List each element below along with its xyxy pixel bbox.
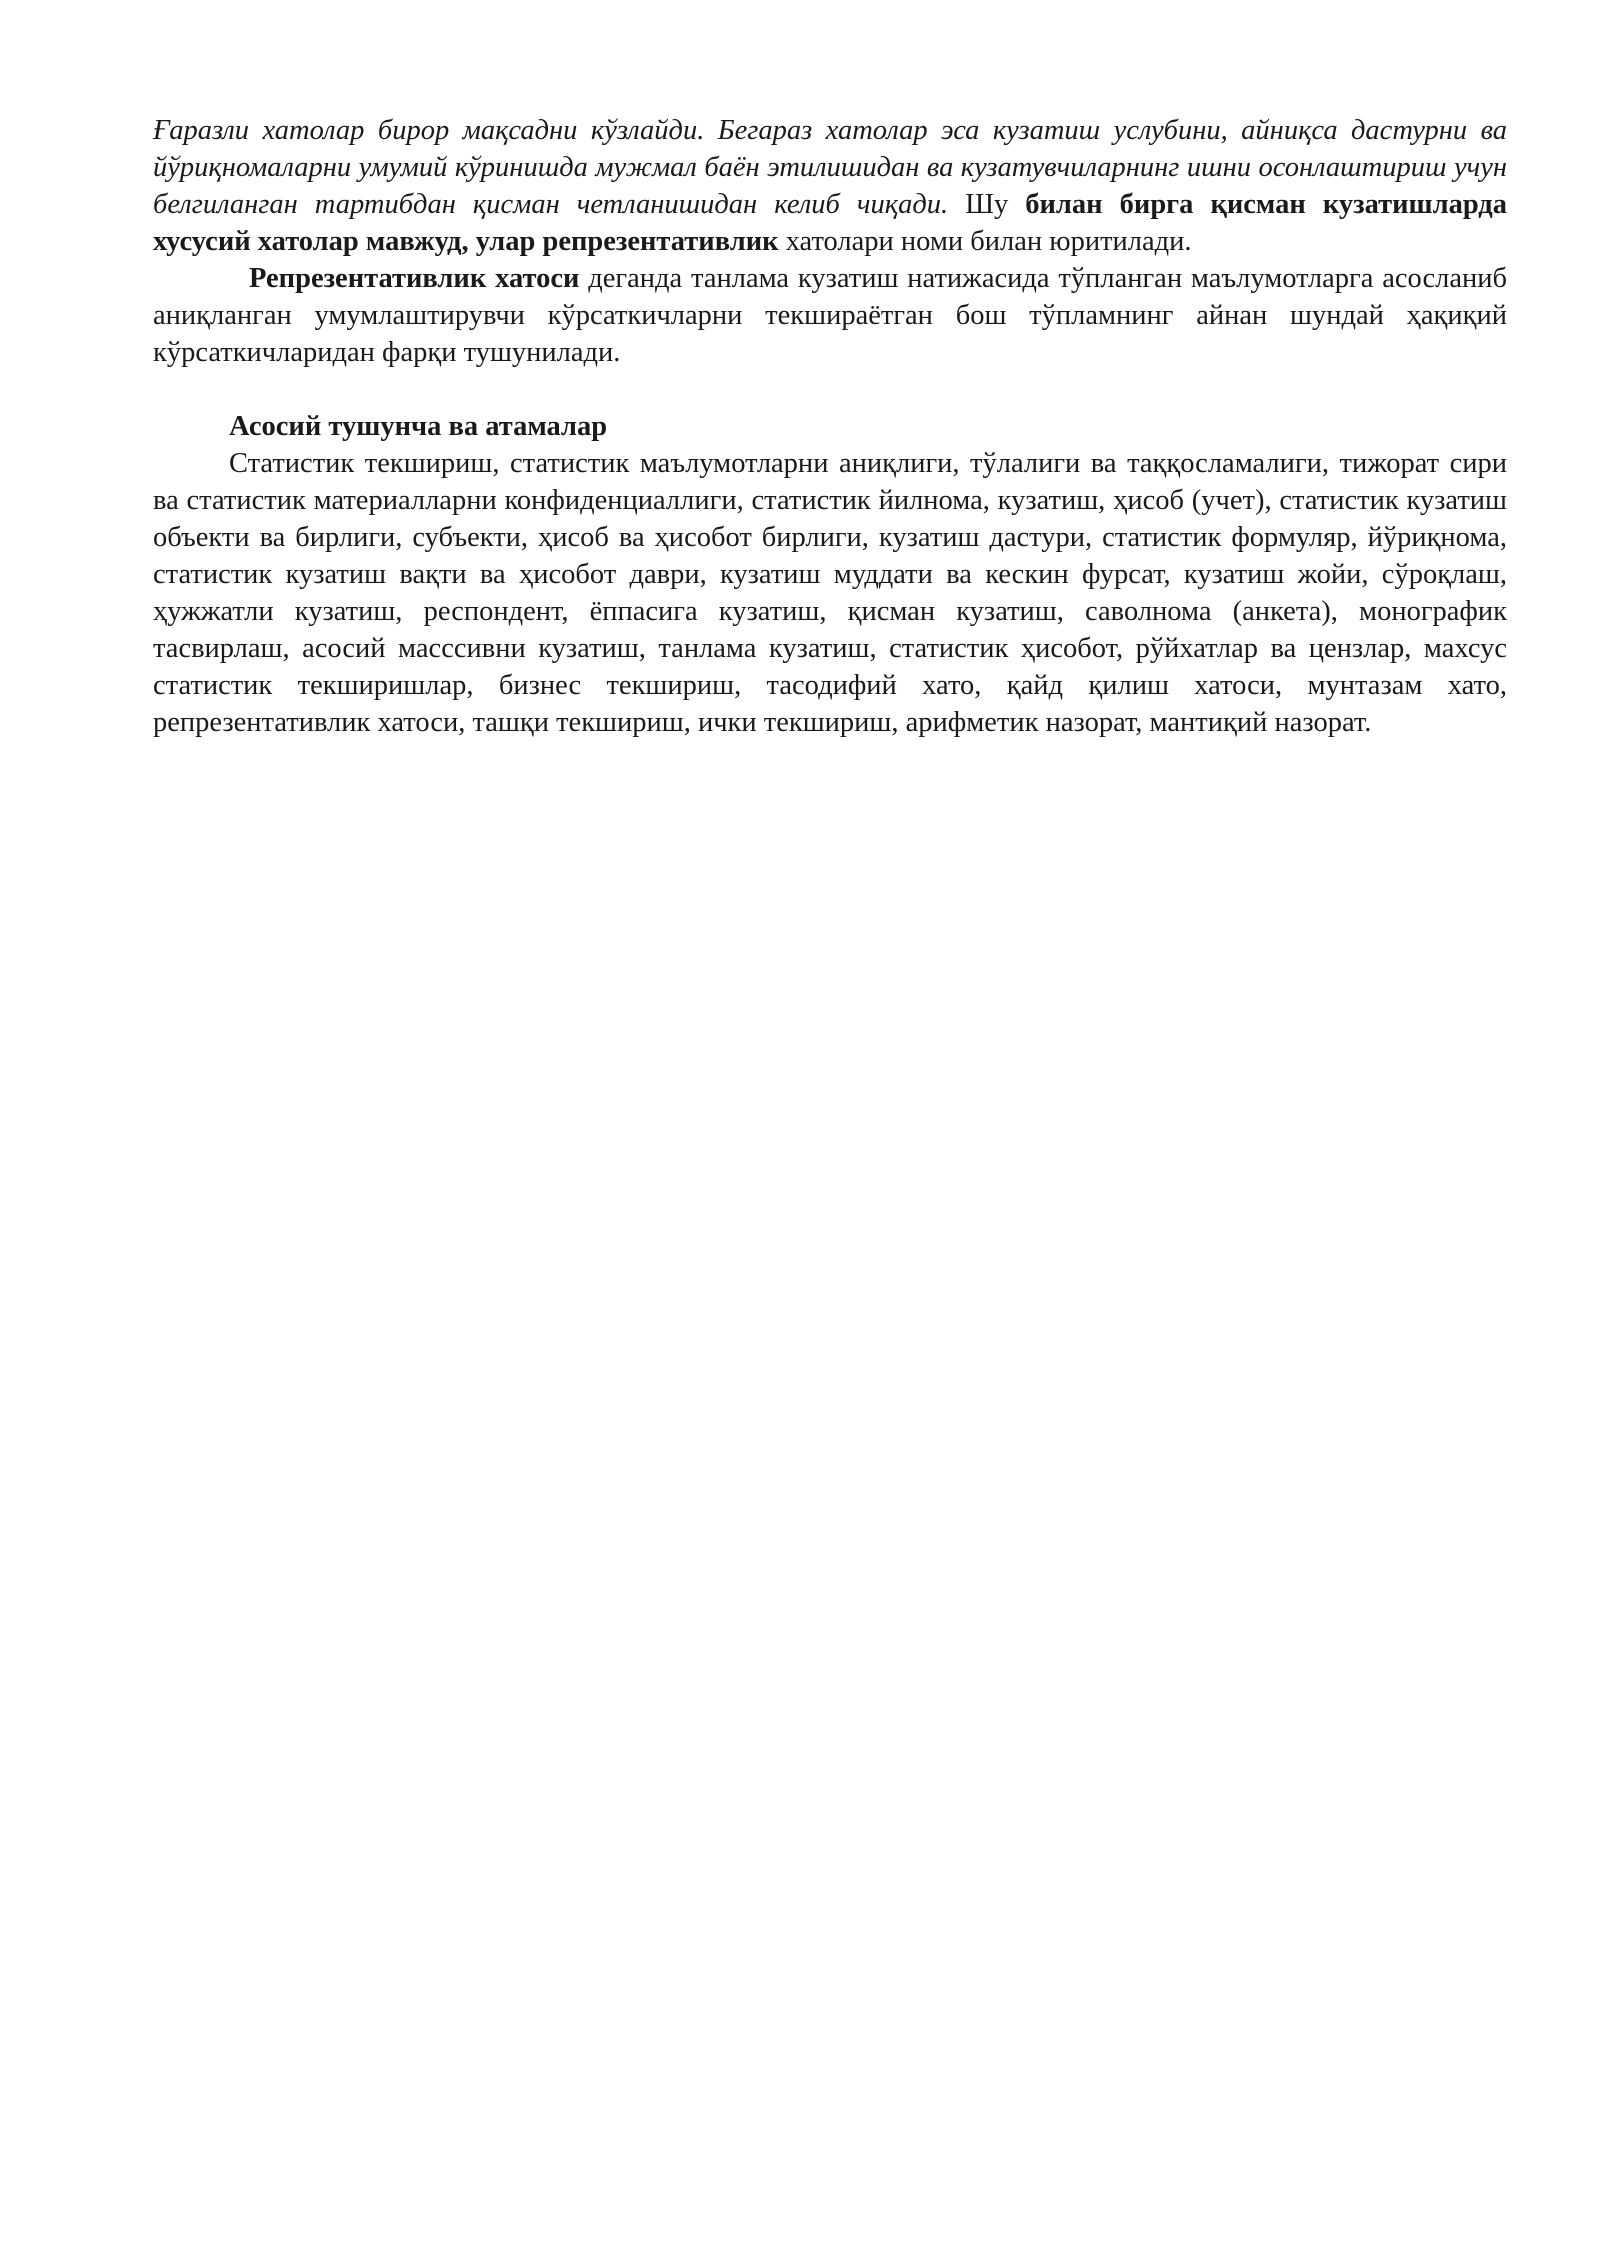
paragraph-errors-plain-1: Шу bbox=[948, 189, 1026, 220]
paragraph-representativeness bbox=[153, 260, 1507, 371]
paragraph-errors bbox=[153, 112, 1507, 260]
paragraph-spacer bbox=[153, 371, 1507, 408]
paragraph-errors-italic: Ғаразли хатолар бирор мақсадни кўзлайди. Бегараз хатолар эса кузатиш услубини, айниқса дастурни ва йўриқномаларни умумий кўринишда мужмал баён этилишидан ва кузатувчиларнинг ишни осонлаштириш учун белгиланган тартибдан қисман четланишидан келиб чиқади. bbox=[153, 115, 1507, 220]
section-body: Статистик текшириш, статистик маълумотларни аниқлиги, тўлалиги ва таққосламалиги, тижорат сири ва статистик материалларни конфиденциаллиги, статистик йилнома, кузатиш, ҳисоб (учет), статистик кузатиш объекти ва бирлиги, субъекти, ҳисоб ва ҳисобот бирлиги, кузатиш дастури, статистик формуляр, йўриқнома, статистик кузатиш вақти ва ҳисобот даври, кузатиш муддати ва кескин фурсат, кузатиш жойи, сўроқлаш, ҳужжатли кузатиш, респондент, ёппасига кузатиш, қисман кузатиш, саволнома (анкета), монографик тасвирлаш, асосий масссивни кузатиш, танлама кузатиш, статистик ҳисобот, рўйхатлар ва цензлар, махсус статистик текширишлар, бизнес текшириш, тасодифий хато, қайд қилиш хатоси, мунтазам хато, репрезентативлик хатоси, ташқи текшириш, ички текшириш, арифметик назорат, мантиқий назорат. bbox=[153, 448, 1507, 738]
representativeness-definition: деганда танлама кузатиш натижасида тўпланган маълумотларга асосланиб аниқланган умумлаштирувчи кўрсаткичларни текшираётган бош тўпламнинг айнан шундай ҳақиқий кўрсаткичларидан фарқи тушунилади. bbox=[153, 263, 1507, 368]
representativeness-term: Репрезентативлик хатоси bbox=[249, 263, 580, 294]
paragraph-errors-bold: билан бирга қисман кузатишларда хусусий хатолар мавжуд, улар репрезентативлик bbox=[153, 189, 1507, 257]
paragraph-errors-plain-2: хатолари номи билан юритилади. bbox=[778, 226, 1192, 257]
document-page bbox=[153, 112, 1507, 741]
section-heading: Асосий тушунча ва атамалар bbox=[229, 411, 608, 442]
